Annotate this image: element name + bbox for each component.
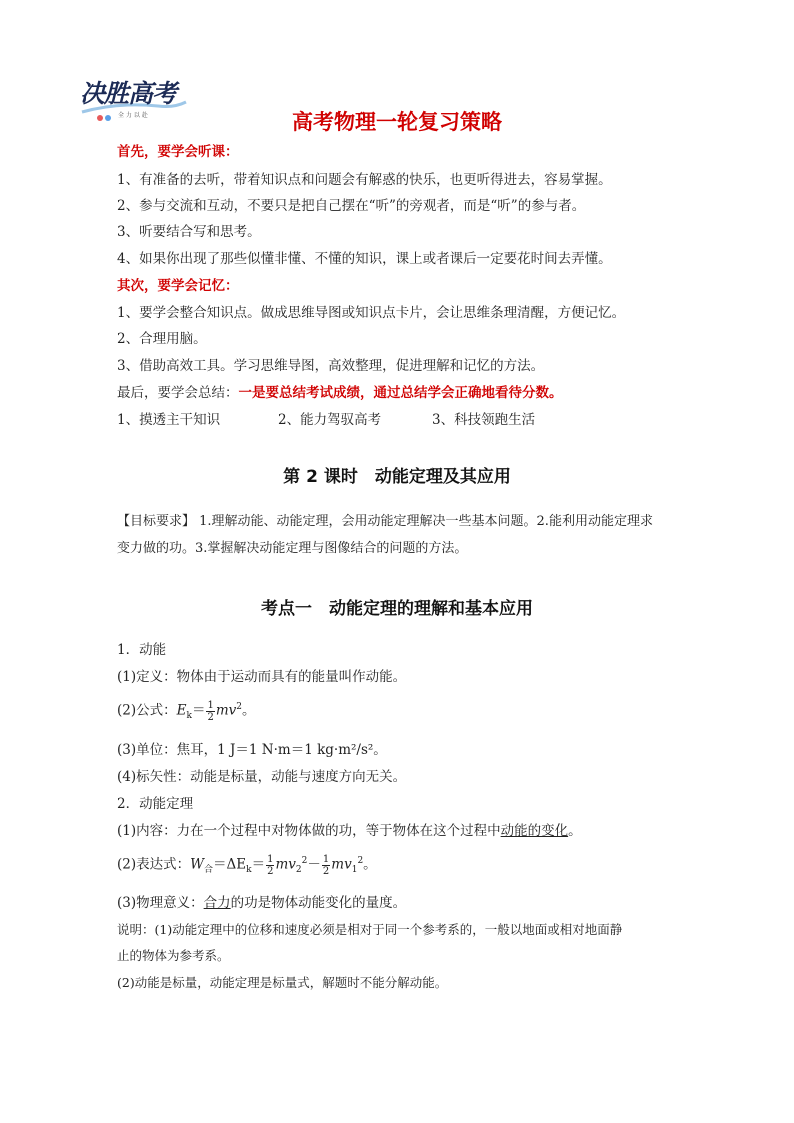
- tip-item: 1、摸透主干知识: [117, 412, 221, 428]
- scalar-line: (4)标矢性：动能是标量，动能与速度方向无关。: [117, 769, 407, 785]
- logo-text: 决胜高考: [80, 79, 177, 108]
- theorem-content-line: (1)内容：力在一个过程中对物体做的功，等于物体在这个过程中动能的变化。: [117, 823, 582, 839]
- tip-item: 2、能力驾驭高考: [278, 412, 382, 428]
- memory-item: 2、合理用脑。: [117, 331, 207, 347]
- goal-line: 【目标要求】 1.理解动能、动能定理，会用动能定理解决一些基本问题。2.能利用动能定理求: [117, 514, 653, 529]
- memory-heading: 其次，要学会记忆：: [117, 278, 239, 294]
- definition-line: (1)定义：物体由于运动而具有的能量叫作动能。: [117, 669, 407, 685]
- listen-item: 2、参与交流和互动，不要只是把自己摆在“听”的旁观者，而是“听”的参与者。: [117, 198, 586, 214]
- memory-item: 1、要学会整合知识点。做成思维导图或知识点卡片，会让思维条理清醒，方便记忆。: [117, 305, 626, 321]
- listen-item: 3、听要结合写和思考。: [117, 224, 261, 240]
- content-heading: 2．动能定理: [117, 796, 194, 812]
- tip-item: 3、科技领跑生活: [432, 412, 536, 428]
- section-title: 考点一 动能定理的理解和基本应用: [261, 599, 533, 619]
- logo-subtext: 全 力 以 赴: [118, 112, 148, 119]
- content-heading: 1．动能: [117, 642, 167, 658]
- goal-line: 变力做的功。3.掌握解决动能定理与图像结合的问题的方法。: [117, 541, 468, 556]
- note-line: 止的物体为参考系。: [117, 948, 230, 963]
- page-title: 高考物理一轮复习策略: [292, 110, 502, 134]
- note-line: 说明：(1)动能定理中的位移和速度必须是相对于同一个参考系的，一般以地面或相对地面静: [117, 922, 623, 937]
- note-line: (2)动能是标量，动能定理是标量式，解题时不能分解动能。: [117, 975, 448, 990]
- listen-item: 1、有准备的去听，带着知识点和问题会有解惑的快乐，也更听得进去，容易掌握。: [117, 172, 612, 188]
- summary-highlight: 一是要总结考试成绩，通过总结学会正确地看待分数。: [238, 385, 563, 401]
- meaning-line: (3)物理意义：合力的功是物体动能变化的量度。: [117, 895, 407, 911]
- formula-line: (2)公式：$E_k=$ $\frac{1}{2}$ $mv^2$。: [117, 699, 256, 723]
- unit-line: (3)单位：焦耳，1 J＝1 N·m＝1 kg·m²/s²。: [117, 742, 387, 758]
- summary-line: [117, 383, 563, 403]
- fraction: $\frac{1}{2}$: [267, 853, 274, 877]
- summary-prefix: 最后，要学会总结：: [117, 385, 239, 401]
- listen-item: 4、如果你出现了那些似懂非懂、不懂的知识，课上或者课后一定要花时间去弄懂。: [117, 251, 612, 267]
- fraction: $\frac{1}{2}$: [322, 853, 330, 877]
- lesson-title: 第 2 课时 动能定理及其应用: [283, 467, 511, 487]
- memory-item: 3、借助高效工具。学习思维导图，高效整理，促进理解和记忆的方法。: [117, 358, 545, 374]
- listen-heading: 首先，要学会听课：: [117, 144, 239, 160]
- expression-line: (2)表达式：$W_合=\Delta E_k=$ $\frac{1}{2}$ $mv_2^2-$ $\frac{1}{2}$ $mv_1^2$。: [117, 853, 377, 877]
- fraction: $\frac{1}{2}$: [207, 699, 214, 723]
